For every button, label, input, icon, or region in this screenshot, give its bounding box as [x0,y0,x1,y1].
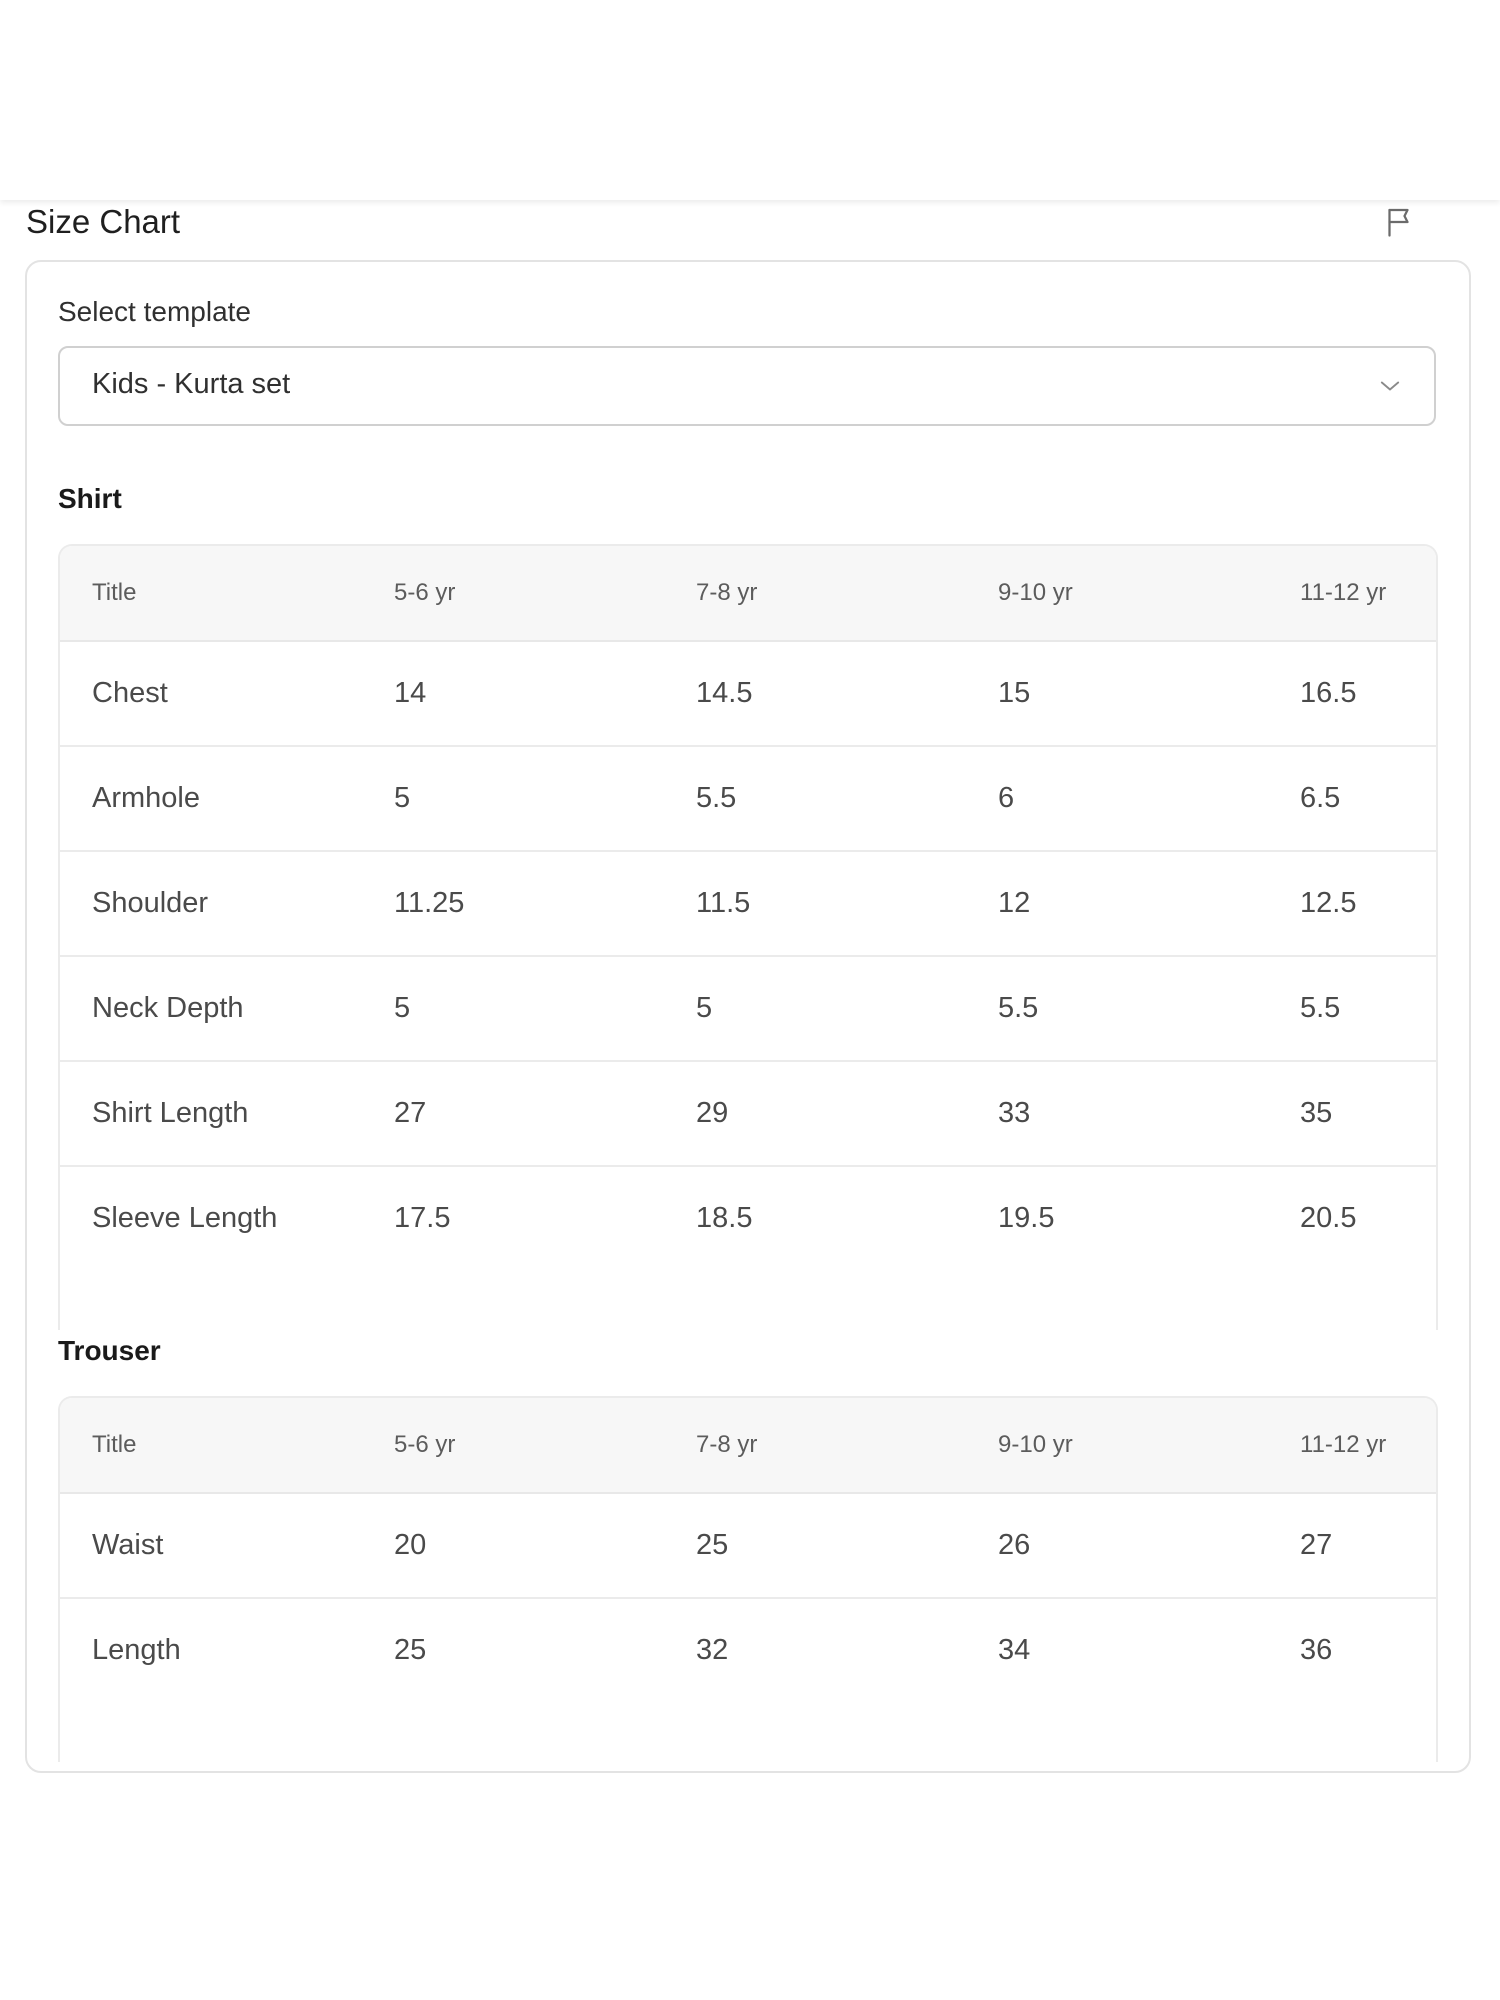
column-header: 7-8 yr [696,1431,758,1458]
row-title: Sleeve Length [92,1202,278,1234]
flag-icon[interactable] [1382,204,1418,240]
column-header: Title [92,579,137,606]
table-cell: 6 [998,782,1015,814]
table-row [60,1494,1436,1599]
column-header: 5-6 yr [394,1431,456,1458]
select-template-label: Select template [58,296,251,327]
column-header: 11-12 yr [1300,1431,1387,1458]
table-cell: 5 [696,992,713,1024]
table-row [60,747,1436,852]
table-cell: 18.5 [696,1202,753,1234]
table-cell: 27 [1300,1529,1333,1561]
table-cell: 5.5 [696,782,737,814]
table-cell: 14 [394,677,427,709]
row-title: Shirt Length [92,1097,249,1129]
column-header: 9-10 yr [998,579,1073,606]
table-cell: 5 [394,992,411,1024]
table-cell: 6.5 [1300,782,1341,814]
row-title: Armhole [92,782,200,814]
table-fade [60,1702,1436,1762]
template-select-value: Kids - Kurta set [92,368,291,400]
table-cell: 17.5 [394,1202,451,1234]
table-row [60,1167,1436,1270]
table-cell: 27 [394,1097,427,1129]
table-cell: 11.5 [696,887,751,919]
column-header: 7-8 yr [696,579,758,606]
table-row [60,1599,1436,1702]
table-cell: 32 [696,1634,729,1666]
page-title: Size Chart [26,203,181,240]
column-header: 9-10 yr [998,1431,1073,1458]
column-header: 5-6 yr [394,579,456,606]
row-title: Waist [92,1529,164,1561]
column-header: 11-12 yr [1300,579,1387,606]
top-bar [0,0,1500,200]
table-cell: 16.5 [1300,677,1357,709]
table-cell: 25 [394,1634,427,1666]
table-cell: 12.5 [1300,887,1357,919]
table-cell: 20.5 [1300,1202,1357,1234]
table-row [60,852,1436,957]
table-cell: 20 [394,1529,427,1561]
table-cell: 5.5 [998,992,1039,1024]
table-cell: 34 [998,1634,1031,1666]
table-cell: 15 [998,677,1031,709]
table-cell: 26 [998,1529,1031,1561]
row-title: Neck Depth [92,992,244,1024]
table-cell: 19.5 [998,1202,1055,1234]
table-cell: 33 [998,1097,1031,1129]
shirt-table [58,544,1438,1330]
table-cell: 14.5 [696,677,753,709]
table-cell: 11.25 [394,887,465,919]
table-cell: 35 [1300,1097,1333,1129]
row-title: Length [92,1634,181,1666]
table-row [60,957,1436,1062]
table-cell: 36 [1300,1634,1333,1666]
table-cell: 25 [696,1529,729,1561]
table-cell: 29 [696,1097,729,1129]
table-header [60,1398,1436,1494]
column-header: Title [92,1431,137,1458]
shirt-group-title: Shirt [58,483,122,514]
table-row [60,1062,1436,1167]
table-fade [60,1270,1436,1330]
table-header [60,546,1436,642]
table-cell: 5 [394,782,411,814]
table-row [60,642,1436,747]
template-select[interactable] [58,346,1436,426]
row-title: Chest [92,677,168,709]
trouser-table [58,1396,1438,1762]
table-cell: 5.5 [1300,992,1341,1024]
trouser-group-title: Trouser [58,1335,161,1366]
table-cell: 12 [998,887,1031,919]
row-title: Shoulder [92,887,209,919]
chevron-down-icon [1376,372,1404,400]
